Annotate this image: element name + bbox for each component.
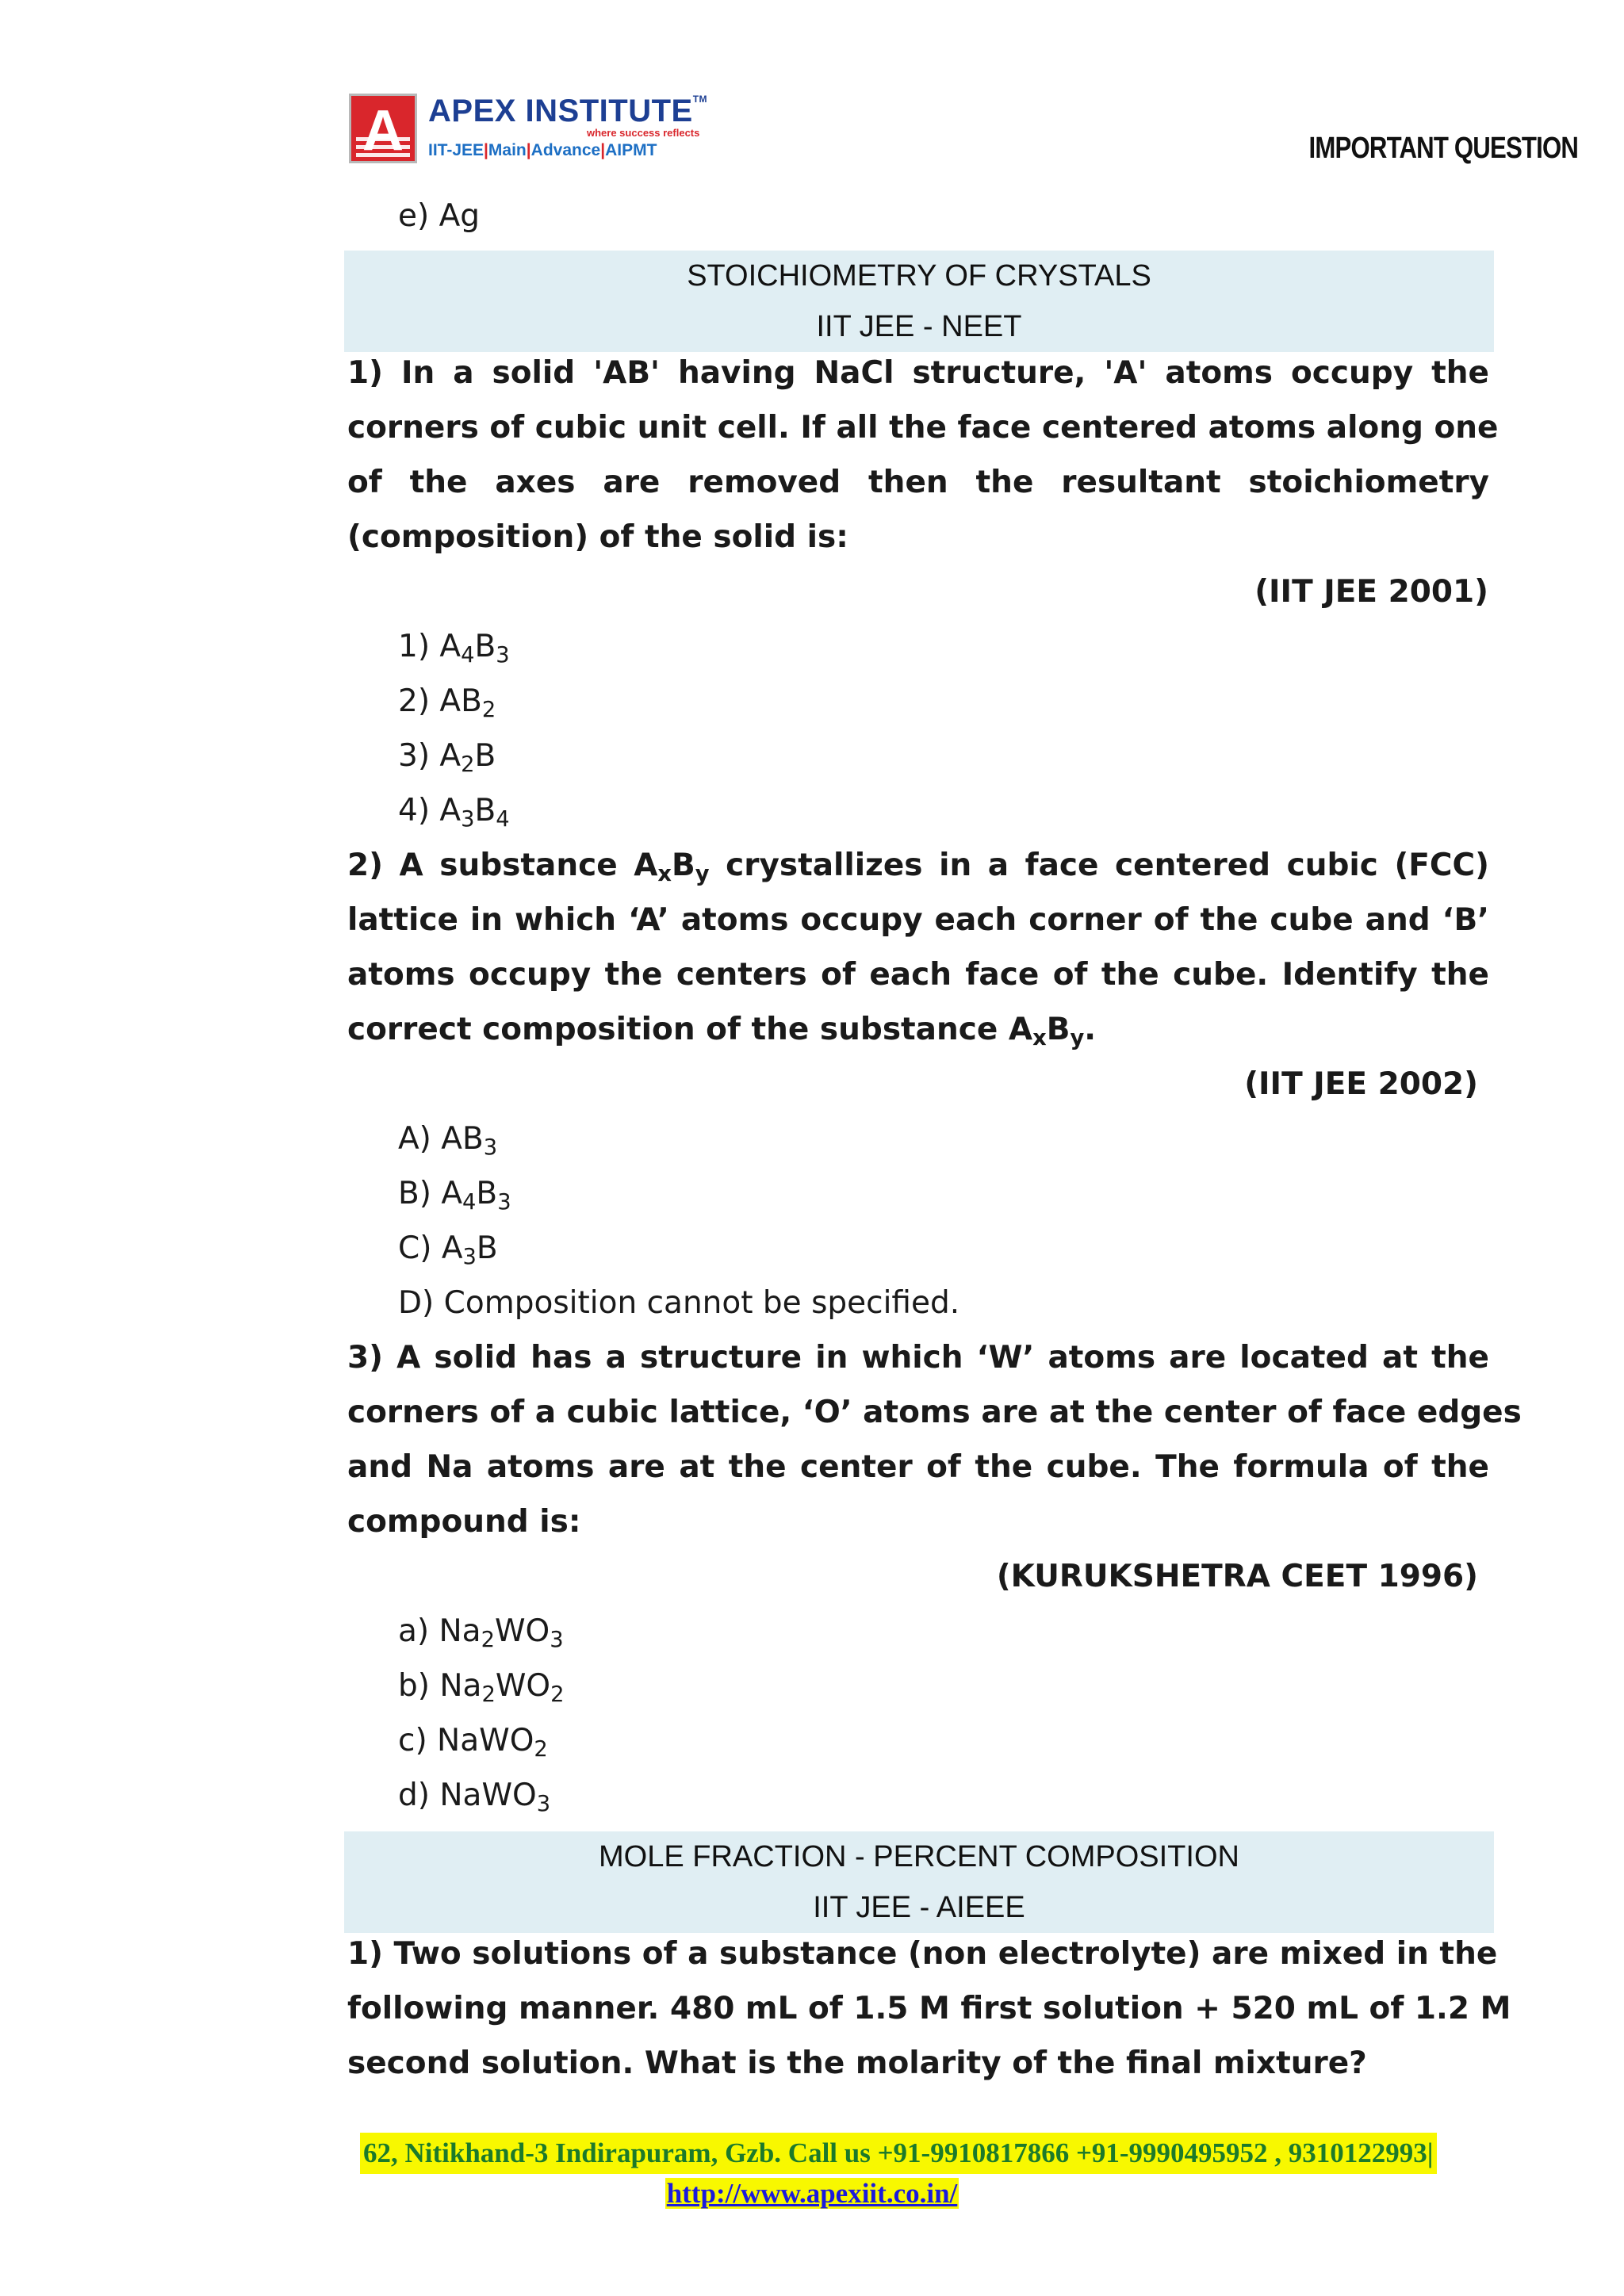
logo-tagline: where success reflects <box>587 127 700 139</box>
question-text: following manner. 480 mL of 1.5 M first solution + 520 mL of 1.2 M <box>347 1991 1511 2026</box>
question-text: lattice in which ‘A’ atoms occupy each corner of the cube and ‘B’ <box>347 902 1489 938</box>
logo-name: APEX INSTITUTE™ <box>428 94 708 128</box>
question-text: compound is: <box>347 1504 581 1540</box>
question-text: corners of a cubic lattice, ‘O’ atoms are at the center of face edges <box>347 1395 1522 1430</box>
section-heading <box>344 1831 1494 1933</box>
page-title: IMPORTANT QUESTION <box>1308 132 1578 165</box>
question-text: and Na atoms are at the center of the cube. The formula of the <box>347 1449 1489 1485</box>
website-link[interactable]: http://www.apexiit.co.in/ <box>666 2178 958 2209</box>
option-item: c) NaWO$_2$ <box>398 1723 548 1762</box>
option-item: 2) $AB_2$ <box>398 683 496 722</box>
question-source: (KURUKSHETRA CEET 1996) <box>996 1559 1478 1594</box>
question-text: 1) In a solid 'AB' having NaCl structure, 'A' atoms occupy the <box>347 355 1489 391</box>
question-text: of the axes are removed then the resultant stoichiometry <box>347 465 1489 500</box>
section-heading <box>344 251 1494 352</box>
option-item: B) $A_4B_3$ <box>398 1176 511 1215</box>
logo-letter: A <box>362 99 404 163</box>
question-source: (IIT JEE 2002) <box>1244 1066 1478 1102</box>
question-source: (IIT JEE 2001) <box>1254 574 1488 610</box>
logo-programs: IIT-JEE|Main|Advance|AIPMT <box>428 141 657 159</box>
question-text: 1) Two solutions of a substance (non electrolyte) are mixed in the <box>347 1936 1498 1972</box>
question-text: 3) A solid has a structure in which ‘W’ atoms are located at the <box>347 1340 1489 1376</box>
section-title: MOLE FRACTION - PERCENT COMPOSITION <box>599 1840 1239 1873</box>
option-item: e) Ag <box>398 198 481 234</box>
question-text: (composition) of the solid is: <box>347 519 848 555</box>
footer-address: 62, Nitikhand-3 Indirapuram, Gzb. Call us +91-9910817866 +91-9990495952 , 9310122993| <box>360 2133 1437 2174</box>
option-item: A) $AB_3$ <box>398 1121 498 1160</box>
question-text: second solution. What is the molarity of the final mixture? <box>347 2045 1367 2081</box>
section-title: STOICHIOMETRY OF CRYSTALS <box>687 259 1151 293</box>
question-text: 2) A substance $A_xB_y$ crystallizes in a face centered cubic (FCC) <box>347 848 1489 886</box>
option-item: 3) $A_2B$ <box>398 738 496 777</box>
option-item: d) NaWO$_3$ <box>398 1777 551 1816</box>
logo-emblem <box>349 94 417 163</box>
section-subtitle: IIT JEE - NEET <box>816 310 1022 343</box>
option-item: 1) $A_4B_3$ <box>398 629 510 668</box>
section-subtitle: IIT JEE - AIEEE <box>813 1891 1025 1924</box>
question-text: correct composition of the substance $A_xB_y$. <box>347 1012 1097 1050</box>
question-text: corners of cubic unit cell. If all the face centered atoms along one <box>347 410 1499 446</box>
option-item: D) Composition cannot be specified. <box>398 1285 960 1321</box>
institute-logo <box>349 94 708 166</box>
question-text: atoms occupy the centers of each face of the cube. Identify the <box>347 957 1489 993</box>
option-item: C) $A_3B$ <box>398 1230 498 1269</box>
option-item: b) $Na_2WO_2$ <box>398 1668 565 1707</box>
footer-link-row <box>0 2174 1624 2214</box>
option-item: a) $Na_2WO_3$ <box>398 1613 564 1652</box>
option-item: 4) $A_3B_4$ <box>398 793 510 832</box>
